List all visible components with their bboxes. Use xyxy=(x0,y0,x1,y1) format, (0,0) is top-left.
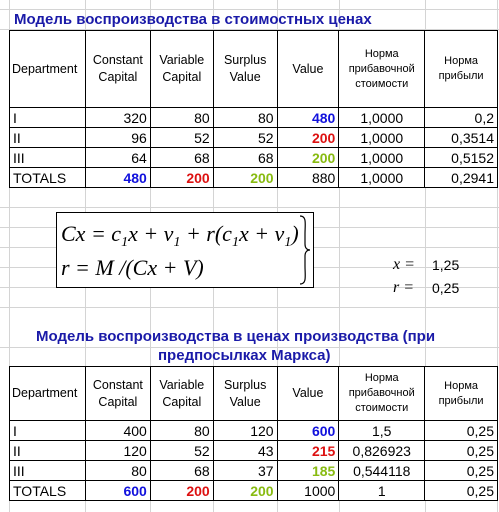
cell[interactable]: 80 xyxy=(150,108,213,128)
param-x-value[interactable]: 1,25 xyxy=(432,257,460,273)
top-header-row xyxy=(10,31,498,108)
table-row xyxy=(10,128,498,148)
cell[interactable]: 0,25 xyxy=(425,441,498,461)
cell[interactable]: 96 xyxy=(85,128,150,148)
formula-svg xyxy=(57,213,313,287)
col-header-constant-capital[interactable]: Constant Capital xyxy=(85,367,150,421)
cell[interactable]: 0,25 xyxy=(425,481,498,501)
cell[interactable]: 0,2 xyxy=(425,108,498,128)
cell[interactable]: 1,0000 xyxy=(339,128,425,148)
cell[interactable]: 80 xyxy=(85,461,150,481)
col-header-department[interactable]: Department xyxy=(10,31,86,108)
cell[interactable]: 0,3514 xyxy=(425,128,498,148)
cell[interactable]: 0,5152 xyxy=(425,148,498,168)
cell[interactable]: 480 xyxy=(85,168,150,188)
cell[interactable]: 0,25 xyxy=(425,421,498,441)
cell[interactable]: 0,25 xyxy=(425,461,498,481)
cell[interactable]: 52 xyxy=(150,128,213,148)
table-row-totals xyxy=(10,168,498,188)
cell[interactable]: 1000 xyxy=(277,481,339,501)
cell[interactable]: 200 xyxy=(213,481,277,501)
cell[interactable]: 480 xyxy=(277,108,339,128)
cell[interactable]: II xyxy=(10,128,86,148)
bottom-table-title-line1: Модель воспроизводства в ценах производства (при xyxy=(36,328,436,345)
cell[interactable]: 600 xyxy=(277,421,339,441)
cell[interactable]: 200 xyxy=(277,148,339,168)
cell[interactable]: 120 xyxy=(85,441,150,461)
cell[interactable]: III xyxy=(10,461,86,481)
col-header-surplus-value[interactable]: Surplus Value xyxy=(213,367,277,421)
cell[interactable]: 320 xyxy=(85,108,150,128)
table-row xyxy=(10,461,498,481)
cell[interactable]: 200 xyxy=(150,481,213,501)
cell[interactable]: 200 xyxy=(277,128,339,148)
cell[interactable]: 1,0000 xyxy=(339,108,425,128)
top-table xyxy=(9,30,498,188)
cell[interactable]: 80 xyxy=(150,421,213,441)
param-r-value[interactable]: 0,25 xyxy=(432,280,460,296)
bottom-table-title-line2: предпосылках Маркса) xyxy=(158,347,331,364)
cell[interactable]: 68 xyxy=(150,148,213,168)
cell[interactable]: 80 xyxy=(213,108,277,128)
table-row xyxy=(10,108,498,128)
cell[interactable]: III xyxy=(10,148,86,168)
cell[interactable]: II xyxy=(10,441,86,461)
cell[interactable]: 0,826923 xyxy=(339,441,425,461)
top-table-title: Модель воспроизводства в стоимостных ценах xyxy=(14,11,372,28)
table-row xyxy=(10,421,498,441)
cell[interactable]: 1,0000 xyxy=(339,148,425,168)
cell[interactable]: I xyxy=(10,421,86,441)
col-header-variable-capital[interactable]: Variable Capital xyxy=(150,31,213,108)
cell[interactable]: 200 xyxy=(150,168,213,188)
cell[interactable]: 52 xyxy=(150,441,213,461)
bottom-table xyxy=(9,366,498,501)
cell[interactable]: 200 xyxy=(213,168,277,188)
col-header-surplus-value[interactable]: Surplus Value xyxy=(213,31,277,108)
cell[interactable]: 120 xyxy=(213,421,277,441)
col-header-department[interactable]: Department xyxy=(10,367,86,421)
cell[interactable]: 215 xyxy=(277,441,339,461)
formula-box[interactable] xyxy=(56,212,314,288)
cell[interactable]: 37 xyxy=(213,461,277,481)
cell[interactable]: I xyxy=(10,108,86,128)
cell[interactable]: 52 xyxy=(213,128,277,148)
cell[interactable]: TOTALS xyxy=(10,481,86,501)
col-header-value[interactable]: Value xyxy=(277,31,339,108)
cell[interactable]: 0,2941 xyxy=(425,168,498,188)
cell[interactable]: 0,544118 xyxy=(339,461,425,481)
cell[interactable]: 400 xyxy=(85,421,150,441)
col-header-surplus-rate[interactable]: Норма прибавочной стоимости xyxy=(339,31,425,108)
table-row-totals xyxy=(10,481,498,501)
cell[interactable]: TOTALS xyxy=(10,168,86,188)
formula-line-2: r = M /(Cx + V) xyxy=(61,255,204,280)
cell[interactable]: 43 xyxy=(213,441,277,461)
table-row xyxy=(10,441,498,461)
cell[interactable]: 1 xyxy=(339,481,425,501)
cell[interactable]: 68 xyxy=(150,461,213,481)
col-header-value[interactable]: Value xyxy=(277,367,339,421)
table-row xyxy=(10,148,498,168)
formula-line-1: $Cx = c_1x + v_1 + r(c_1x + v_1)$ xyxy=(61,221,299,250)
col-header-constant-capital[interactable]: Constant Capital xyxy=(85,31,150,108)
col-header-variable-capital[interactable]: Variable Capital xyxy=(150,367,213,421)
col-header-profit-rate[interactable]: Норма прибыли xyxy=(425,31,498,108)
cell[interactable]: 68 xyxy=(213,148,277,168)
cell[interactable]: 1,0000 xyxy=(339,168,425,188)
cell[interactable]: 64 xyxy=(85,148,150,168)
cell[interactable]: 600 xyxy=(85,481,150,501)
cell[interactable]: 185 xyxy=(277,461,339,481)
cell[interactable]: 880 xyxy=(277,168,339,188)
param-x-label: x = xyxy=(393,256,415,273)
col-header-surplus-rate[interactable]: Норма прибавочной стоимости xyxy=(339,367,425,421)
col-header-profit-rate[interactable]: Норма прибыли xyxy=(425,367,498,421)
bottom-header-row xyxy=(10,367,498,421)
param-r-label: r = xyxy=(393,279,415,296)
right-brace-icon xyxy=(298,214,312,286)
cell[interactable]: 1,5 xyxy=(339,421,425,441)
